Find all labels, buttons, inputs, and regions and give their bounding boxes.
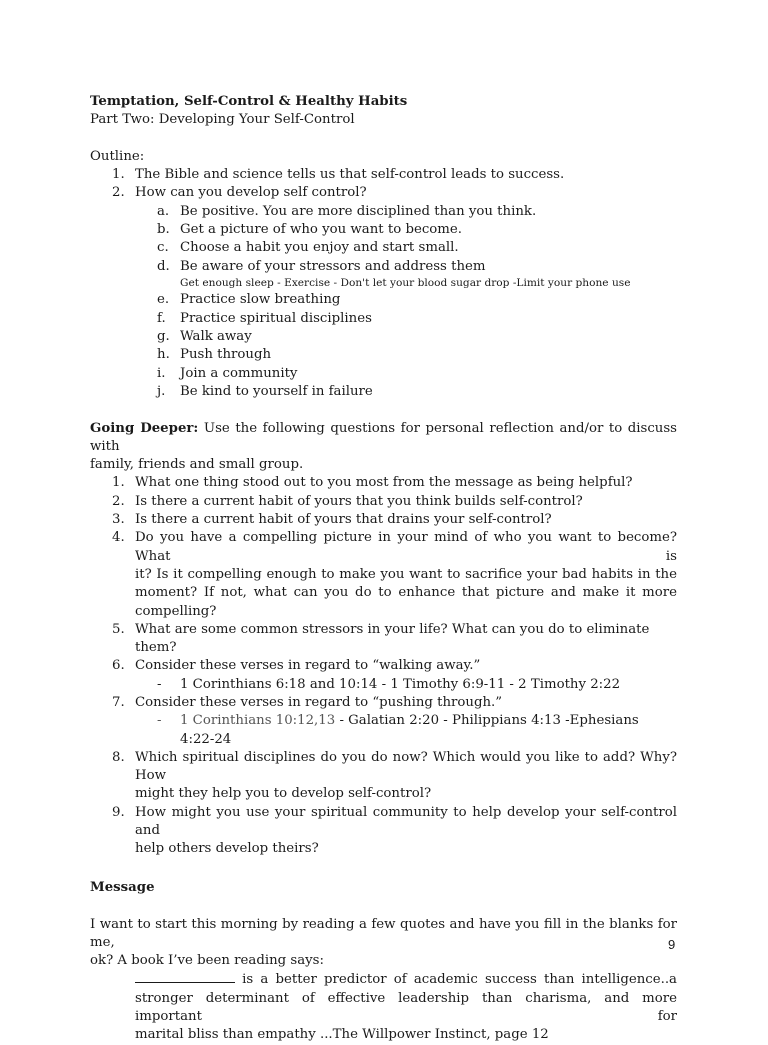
going-deeper-text-2: family, friends and small group. xyxy=(90,457,304,473)
sub-item xyxy=(135,383,677,401)
outline-sub-list xyxy=(135,203,677,276)
question-item xyxy=(90,493,677,511)
sub-letter: a. xyxy=(157,203,170,219)
question-text: Is there a current habit of yours that you think builds self-control? xyxy=(135,493,583,509)
sub-text: Practice spiritual disciplines xyxy=(180,310,372,326)
document-subtitle: Part Two: Developing Your Self-Control xyxy=(90,112,355,128)
outline-text: The Bible and science tells us that self-control leads to success. xyxy=(135,167,565,183)
sub-item xyxy=(135,328,677,346)
outline-item xyxy=(90,166,677,184)
sub-item xyxy=(135,346,677,364)
question-text: help others develop theirs? xyxy=(135,841,319,857)
sub-item xyxy=(135,258,677,276)
quote-block xyxy=(90,970,677,1044)
sub-item xyxy=(135,239,677,257)
question-item xyxy=(90,804,677,859)
quote-text: marital bliss than empathy ...The Willpower Instinct, page 12 xyxy=(135,1027,549,1043)
verses-pushing-rest: - Galatian 2:20 - Philippians 4:13 -Ephesians 4:22-24 xyxy=(180,713,639,747)
sub-letter: h. xyxy=(157,347,170,363)
question-item xyxy=(90,474,677,492)
outline-item xyxy=(90,184,677,275)
question-number: 1. xyxy=(112,475,125,491)
quote-line xyxy=(135,970,677,989)
document-title: Temptation, Self-Control & Healthy Habits xyxy=(90,94,408,109)
question-number: 3. xyxy=(112,512,125,528)
going-deeper-label: Going Deeper: xyxy=(90,420,199,436)
going-deeper-intro xyxy=(90,420,677,475)
question-text: compelling? xyxy=(135,603,217,619)
sub-text: Walk away xyxy=(180,329,252,345)
verses-walking: 1 Corinthians 6:18 and 10:14 - 1 Timothy 6:9-11 - 2 Timothy 2:22 xyxy=(180,676,621,692)
question-item xyxy=(90,621,677,658)
sub-text: Be aware of your stressors and address them xyxy=(180,258,486,274)
question-text: Consider these verses in regard to “pushing through.” xyxy=(135,695,503,710)
message-paragraph xyxy=(90,916,677,971)
question-text: Consider these verses in regard to “walking away.” xyxy=(135,658,481,674)
sub-item xyxy=(135,310,677,328)
question-number: 8. xyxy=(112,749,125,765)
question-number: 4. xyxy=(112,530,125,546)
quote-text: is a better predictor of academic success than intelligence..a xyxy=(235,972,677,988)
sub-text: Be positive. You are more disciplined than you think. xyxy=(180,203,537,219)
page-number: 9 xyxy=(668,937,676,952)
fill-in-blank[interactable] xyxy=(135,970,235,983)
sub-letter: b. xyxy=(157,222,170,238)
question-text: What are some common stressors in your life? What can you do to eliminate them? xyxy=(135,621,650,656)
question-text: might they help you to develop self-control? xyxy=(135,786,432,802)
question-text: Do you have a compelling picture in your mind of who you want to become? What is xyxy=(135,530,677,564)
sub-letter: j. xyxy=(157,383,166,399)
message-text: I want to start this morning by reading a few quotes and have you fill in the blanks for me, xyxy=(90,916,677,950)
question-item xyxy=(90,511,677,529)
question-text: How might you use your spiritual community to help develop your self-control and xyxy=(135,804,677,839)
sub-text: Push through xyxy=(180,347,272,363)
question-number: 2. xyxy=(112,493,125,509)
questions-list-final xyxy=(90,749,677,859)
questions-list xyxy=(90,474,677,675)
sub-letter: e. xyxy=(157,292,170,308)
sub-letter: c. xyxy=(157,240,169,256)
question-item xyxy=(90,529,677,620)
verse-line-pushing xyxy=(90,712,677,749)
sub-item xyxy=(135,221,677,239)
question-text: moment? If not, what can you do to enhance that picture and make it more xyxy=(135,585,677,601)
stressor-note: Get enough sleep - Exercise - Don't let your blood sugar drop -Limit your phone use xyxy=(180,276,631,289)
questions-list-continued xyxy=(90,694,677,712)
outline-label: Outline: xyxy=(90,148,145,164)
message-text: ok? A book I’ve been reading says: xyxy=(90,953,324,969)
dash-bullet: - xyxy=(157,676,162,692)
outline-list xyxy=(90,166,677,276)
sub-letter: f. xyxy=(157,310,166,326)
going-deeper-text: Use the following questions for personal reflection and/or to discuss with xyxy=(90,420,677,454)
question-text: Is there a current habit of yours that drains your self-control? xyxy=(135,512,552,528)
verse-line-walking xyxy=(90,676,677,694)
sub-item xyxy=(135,291,677,309)
outline-sub-list-continued xyxy=(90,291,677,401)
question-number: 5. xyxy=(112,621,125,637)
quote-text: stronger determinant of effective leadership than charisma, and more important for xyxy=(135,990,677,1025)
sub-letter: i. xyxy=(157,365,166,381)
document-page xyxy=(90,93,677,1045)
sub-text: Get a picture of who you want to become. xyxy=(180,222,462,238)
question-number: 7. xyxy=(112,695,125,710)
sub-text: Join a community xyxy=(180,365,298,381)
sub-letter: d. xyxy=(157,258,170,274)
dash-bullet: - xyxy=(157,713,162,729)
outline-number: 2. xyxy=(112,185,125,201)
verses-pushing-first: 1 Corinthians 10:12,13 xyxy=(180,713,336,729)
outline-number: 1. xyxy=(112,167,125,183)
sub-text: Be kind to yourself in failure xyxy=(180,383,373,399)
sub-item xyxy=(135,365,677,383)
question-item xyxy=(90,749,677,804)
sub-item xyxy=(135,203,677,221)
question-text: Which spiritual disciplines do you do now? Which would you like to add? Why? How xyxy=(135,749,677,784)
outline-text: How can you develop self control? xyxy=(135,185,367,201)
question-item xyxy=(90,694,677,712)
question-number: 6. xyxy=(112,658,125,674)
question-text: What one thing stood out to you most from the message as being helpful? xyxy=(135,475,633,491)
sub-text: Practice slow breathing xyxy=(180,292,341,308)
sub-text: Choose a habit you enjoy and start small. xyxy=(180,240,459,256)
question-item xyxy=(90,657,677,675)
question-text: it? Is it compelling enough to make you want to sacrifice your bad habits in the xyxy=(135,566,677,582)
sub-letter: g. xyxy=(157,329,170,345)
message-heading: Message xyxy=(90,879,155,895)
question-number: 9. xyxy=(112,804,125,820)
